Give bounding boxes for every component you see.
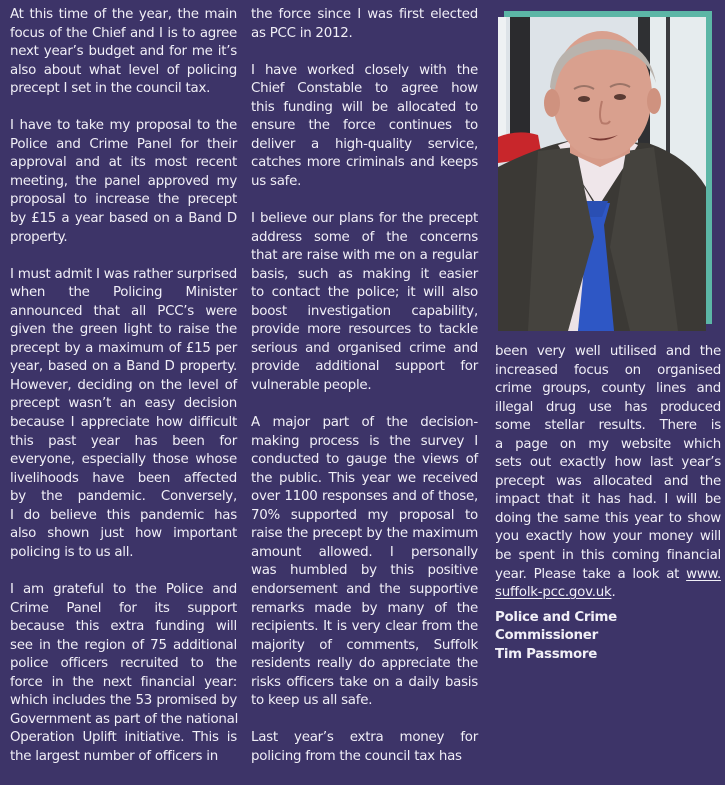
text-line: force in the next financial year:: [10, 674, 237, 690]
text-line: risks officers take on a daily basis: [251, 674, 478, 690]
text-line: I am grateful to the Police and: [10, 581, 237, 597]
text-line: [495, 566, 721, 585]
text-fragment: .: [611, 585, 616, 601]
text-line: precept by a maximum of £15 per: [10, 340, 237, 356]
text-line: catches more criminals and keeps: [251, 155, 478, 171]
text-line: also shown just how important: [10, 526, 237, 542]
text-fragment: year. Please take a look at: [495, 566, 687, 582]
text-line: endorsement and the supportive: [251, 581, 478, 597]
text-line: which includes the 53 promised by: [10, 693, 237, 709]
text-line: recipients. It is very clear from the: [251, 619, 478, 635]
paragraph: [10, 6, 237, 99]
text-line: by the pandemic. Conversely,: [10, 489, 237, 505]
paragraph: [251, 729, 478, 766]
text-line: some stellar results. There is: [495, 418, 721, 434]
text-line: was humbled by this positive: [251, 563, 478, 579]
website-link[interactable]: www.: [686, 566, 721, 582]
text-line: Government as part of the national: [10, 711, 239, 727]
text-line: to keep us all safe.: [251, 693, 373, 709]
paragraph: [495, 566, 721, 603]
text-line: approval and at its most recent: [10, 155, 237, 171]
signoff-name: Tim Passmore: [495, 646, 598, 662]
paragraph: [251, 6, 478, 43]
text-line: provide additional support for: [251, 359, 478, 375]
signoff-title: Police and Crime Commissioner: [495, 609, 617, 644]
text-line: policing from the council tax has: [251, 748, 462, 764]
text-line: next year’s budget and for me it’s: [10, 44, 237, 60]
text-line: precept I set in the council tax.: [10, 81, 211, 97]
text-line: raise the precept by the maximum: [251, 526, 478, 542]
text-line: impact that it has had. I will be: [495, 492, 721, 508]
text-line: when the Policing Minister: [10, 285, 237, 301]
text-line: deliver a high-quality service,: [251, 136, 478, 152]
text-line: us safe.: [251, 173, 302, 189]
signoff: [495, 609, 721, 665]
text-line: [495, 584, 721, 603]
text-line: remarks made by many of the: [251, 600, 478, 616]
text-line: the largest number of officers in: [10, 748, 218, 764]
text-line: by £15 a year based on a Band D: [10, 211, 237, 227]
text-line: conducted to gauge the views of: [251, 452, 478, 468]
text-line: proposal to increase the precept: [10, 192, 237, 208]
paragraph: [251, 210, 478, 395]
text-line: I have to take my proposal to the: [10, 118, 237, 134]
text-line: precept was allocated and the: [495, 473, 721, 489]
text-line: basis, such as making it easier: [251, 266, 478, 282]
article-column-3: [495, 343, 721, 664]
text-line: I must admit I was rather surprised: [10, 266, 237, 282]
text-line: see in the region of 75 additional: [10, 637, 237, 653]
text-line: because I appreciate how difficult: [10, 415, 237, 431]
text-line: residents really do appreciate the: [251, 656, 478, 672]
text-line: this funding will be allocated to: [251, 99, 478, 115]
portrait-photo: [498, 17, 706, 331]
text-line: Police and Crime Panel for their: [10, 136, 237, 152]
paragraph: [251, 62, 478, 192]
text-line: sets out exactly how last year’s: [495, 455, 721, 471]
text-line: focus of the Chief and I is to agree: [10, 25, 237, 41]
text-line: I have worked closely with the: [251, 62, 478, 78]
text-line: serious and organised crime and: [251, 340, 478, 356]
text-line: At this time of the year, the main: [10, 7, 237, 22]
text-line: to contact the police; it will also: [251, 285, 478, 301]
text-line: ensure the force continues to: [251, 118, 478, 134]
text-line: meeting, the panel approved my: [10, 173, 237, 189]
text-line: vulnerable people.: [251, 377, 372, 393]
portrait-photo-frame: [498, 11, 712, 331]
text-line: the force since I was first elected: [251, 7, 478, 22]
text-line: property.: [10, 229, 68, 245]
text-line: because this extra funding will: [10, 619, 237, 635]
text-line: also about what level of policing: [10, 62, 237, 78]
text-line: crime groups, county lines and: [495, 381, 721, 397]
paragraph: [495, 343, 721, 566]
website-link-continued[interactable]: suffolk-pcc.gov.uk: [495, 585, 612, 601]
text-line: given the green light to raise the: [10, 322, 237, 338]
text-line: a page on my website which: [495, 436, 721, 452]
text-line: announced that all PCC’s were: [10, 303, 237, 319]
text-line: boost investigation capability,: [251, 303, 478, 319]
text-line: policing is to us all.: [10, 544, 134, 560]
text-line: amount allowed. I personally: [251, 544, 478, 560]
text-line: the public. This year we received: [251, 470, 478, 486]
paragraph: [10, 117, 237, 247]
text-line: A major part of the decision-: [251, 415, 478, 431]
text-line: increased focus on organised: [495, 362, 721, 378]
text-line: livelihoods have been affected: [10, 470, 237, 486]
article-column-2: [251, 6, 478, 785]
paragraph: [10, 581, 237, 766]
text-line: doing the same this year to show: [495, 510, 721, 526]
text-line: over 1100 responses and of those,: [251, 489, 478, 505]
text-line: illegal drug use has produced: [495, 399, 721, 415]
article-column-1: [10, 6, 237, 785]
teal-accent-border-right: [706, 11, 712, 324]
text-line: this past year has been for: [10, 433, 237, 449]
text-line: provide more resources to tackle: [251, 322, 478, 338]
text-line: police officers recruited to the: [10, 656, 237, 672]
text-line: year, based on a Band D property.: [10, 359, 237, 375]
text-line: I believe our plans for the precept: [251, 211, 478, 227]
text-line: that are raise with me on a regular: [251, 248, 478, 264]
text-line: 70% supported my proposal to: [251, 507, 478, 523]
portrait-illustration: [498, 17, 706, 331]
text-line: everyone, especially those whose: [10, 452, 237, 468]
text-line: be spent in this coming financial: [495, 548, 721, 564]
text-line: you exactly how your money will: [495, 529, 721, 545]
text-line: been very well utilised and the: [495, 344, 721, 359]
paragraph: [10, 266, 237, 563]
text-line: Operation Uplift initiative. This is: [10, 730, 237, 746]
text-line: I do believe this pandemic has: [10, 507, 237, 523]
text-line: majority of comments, Suffolk: [251, 637, 478, 653]
text-line: Last year’s extra money for: [251, 730, 478, 746]
text-line: precept wasn’t an easy decision: [10, 396, 237, 412]
text-line: as PCC in 2012.: [251, 25, 353, 41]
text-line: making process is the survey I: [251, 433, 478, 449]
text-line: However, deciding on the level of: [10, 377, 237, 393]
paragraph: [251, 414, 478, 711]
text-line: Crime Panel for its support: [10, 600, 237, 616]
text-line: Chief Constable to agree how: [251, 81, 478, 97]
text-line: address some of the concerns: [251, 229, 478, 245]
